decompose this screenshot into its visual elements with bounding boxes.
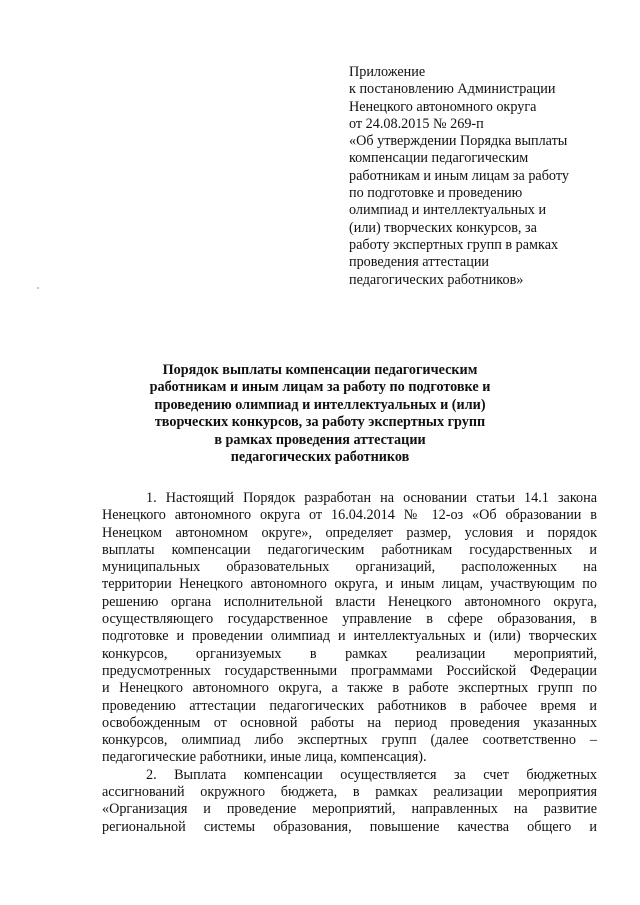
paragraph-2-first-line: 2. Выплата компенсации осуществляется за счет бюджетных — [146, 766, 597, 783]
title-line: педагогических работников — [230, 449, 410, 466]
scan-speck — [37, 287, 39, 289]
appendix-line: по подготовке и проведению — [349, 185, 523, 202]
appendix-line: работникам и иным лицам за работу — [349, 167, 569, 184]
appendix-line: работу экспертных групп в рамках — [349, 236, 559, 253]
body-line: проведению аттестации педагогических работников в рабочее время и — [102, 697, 597, 714]
appendix-line: (или) творческих конкурсов, за — [349, 219, 537, 236]
body-line: конкурсов, организуемых в рамках реализации мероприятий, — [102, 645, 597, 662]
body-line: ассигнований окружного бюджета, в рамках реализации мероприятия — [102, 784, 597, 801]
appendix-line: проведения аттестации — [349, 254, 490, 271]
body-line: решению органа исполнительной власти Ненецкого автономного округа, — [102, 593, 597, 610]
appendix-line: Ненецкого автономного округа — [349, 98, 537, 115]
title-line: Порядок выплаты компенсации педагогическим — [162, 362, 478, 378]
document-title — [110, 362, 530, 466]
appendix-block — [349, 64, 599, 289]
appendix-line: «Об утверждении Порядка выплаты — [349, 133, 568, 150]
body-line: предусмотренных государственными программами Российской Федерации — [102, 662, 597, 679]
body-line: конкурсов, олимпиад либо экспертных групп (далее соответственно – — [102, 732, 597, 749]
title-line: работникам и иным лицам за работу по подготовке и — [149, 379, 491, 396]
paragraph-1-first-line: 1. Настоящий Порядок разработан на основании статьи 14.1 закона — [146, 490, 597, 506]
body-line: выплаты компенсации педагогическим работникам государственных и — [102, 541, 597, 558]
appendix-line: олимпиад и интеллектуальных и — [349, 202, 547, 219]
appendix-line: Приложение — [349, 64, 426, 80]
body-line: муниципальных образовательных организаций, расположенных на — [102, 559, 597, 576]
body-line: Ненецкого автономного округа от 16.04.2014 № 12-оз «Об образовании в — [102, 507, 597, 524]
body-line: подготовке и проведении олимпиад и интеллектуальных и (или) творческих — [102, 628, 597, 645]
appendix-line: от 24.08.2015 № 269-п — [349, 115, 484, 132]
body-line: освобожденным от основной работы на период проведения указанных — [102, 714, 597, 731]
body-line: региональной системы образования, повышение качества общего и — [102, 818, 597, 835]
body-line: Ненецком автономном округе», определяет размер, условия и порядок — [102, 524, 597, 541]
title-line: творческих конкурсов, за работу экспертных групп — [154, 414, 486, 431]
title-line: в рамках проведения аттестации — [214, 431, 426, 448]
paragraph-1-last-line: педагогические работники, иные лица, компенсация). — [102, 749, 427, 766]
appendix-line: к постановлению Администрации — [349, 81, 556, 98]
body-line: «Организация и проведение мероприятий, направленных на развитие — [102, 801, 597, 818]
appendix-line: педагогических работников» — [349, 271, 524, 288]
appendix-line: компенсации педагогическим — [349, 150, 529, 167]
document-body — [102, 490, 597, 836]
title-line: проведению олимпиад и интеллектуальных и (или) — [154, 396, 486, 413]
body-line: территории Ненецкого автономного округа, и иным лицам, участвующим по — [102, 576, 597, 593]
body-line: осуществляющего государственное управление в сфере образования, в — [102, 611, 597, 628]
body-line: и Ненецкого автономного округа, а также в работе экспертных групп по — [102, 680, 597, 697]
